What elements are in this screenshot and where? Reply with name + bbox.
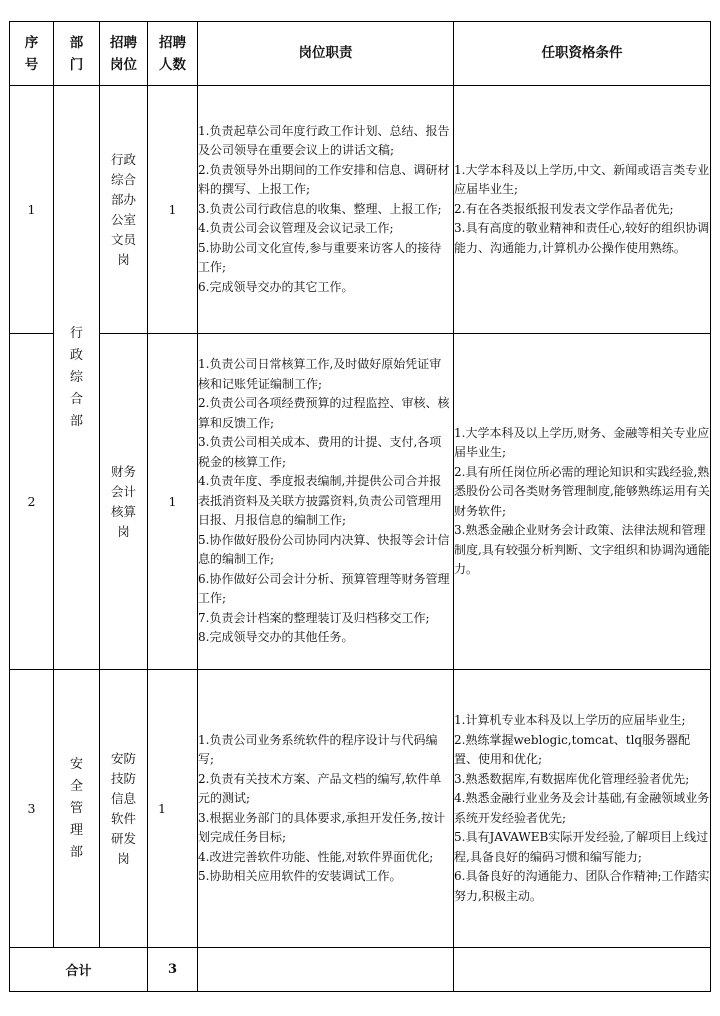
list-item: 6.具备良好的沟通能力、团队合作精神;工作踏实努力,积极主动。 [454, 869, 710, 903]
total-count: 3 [148, 948, 198, 992]
list-item: 3.根据业务部门的具体要求,承担开发任务,按计划完成任务目标; [198, 810, 446, 844]
row-qualifications [454, 334, 711, 670]
row-count: 1 [148, 86, 198, 334]
list-item: 8.完成领导交办的其他任务。 [198, 630, 354, 645]
list-item: 4.改进完善软件功能、性能,对软件界面优化; [198, 849, 434, 864]
row-position: 安防技防信息软件研发岗 [100, 670, 148, 948]
list-item: 2.具有所任岗位所必需的理论知识和实践经验,熟悉股份公司各类财务管理制度,能够熟练运用有关财务软件; [454, 464, 710, 518]
list-item: 1.负责起草公司年度行政工作计划、总结、报告及公司领导在重要会议上的讲话文稿; [198, 123, 450, 158]
list-item: 3.熟悉金融企业财务会计政策、法律法规和管理制度,具有较强分析判断、文字组织和协调沟通能力。 [454, 523, 710, 576]
list-item: 4.负责公司会议管理及会议记录工作; [198, 221, 394, 236]
row-qualifications [454, 86, 711, 334]
row-dept: 安全管理部 [54, 670, 100, 948]
list-item: 5.协助相关应用软件的安装调试工作。 [198, 869, 402, 883]
list-item: 5.具有JAVAWEB实际开发经验,了解项目上线过程,具备良好的编码习惯和编写能力; [454, 830, 709, 864]
table-row [10, 86, 711, 334]
total-qualifications-empty [454, 948, 711, 992]
list-item: 2.负责领导外出期间的工作安排和信息、调研材料的撰写、上报工作; [198, 162, 450, 197]
list-item: 1.大学本科及以上学历,中文、新闻或语言类专业应届毕业生; [454, 162, 710, 197]
list-item: 1.计算机专业本科及以上学历的应届毕业生; [454, 713, 686, 727]
total-label: 合计 [10, 948, 148, 992]
list-item: 1.负责公司日常核算工作,及时做好原始凭证审核和记账凭证编制工作; [198, 357, 442, 391]
list-item: 5.协作做好股份公司协同内决算、快报等会计信息的编制工作; [198, 532, 450, 567]
list-item: 2.负责有关技术方案、产品文档的编写,软件单元的测试; [198, 771, 442, 805]
row-position: 财务会计核算岗 [100, 334, 148, 670]
header-row [10, 22, 711, 86]
total-row [10, 948, 711, 992]
list-item: 2.负责公司各项经费预算的过程监控、审核、核算和反馈工作; [198, 396, 450, 430]
row-seq: 2 [10, 334, 54, 670]
row-count: 1 [148, 670, 198, 948]
row-duties [198, 670, 454, 948]
row-seq: 1 [10, 86, 54, 334]
list-item: 1.大学本科及以上学历,财务、金融等相关专业应届毕业生; [454, 425, 710, 459]
list-item: 3.负责公司行政信息的收集、整理、上报工作; [198, 201, 442, 216]
row-count: 1 [148, 334, 198, 670]
row-qualifications [454, 670, 711, 948]
row-duties [198, 334, 454, 670]
list-item: 2.熟练掌握weblogic,tomcat、tlq服务器配置、使用和优化; [454, 732, 691, 766]
header-count: 招聘人数 [148, 22, 198, 86]
table-row [10, 334, 711, 670]
row-seq: 3 [10, 670, 54, 948]
list-item: 4.熟悉金融行业业务及会计基础,有金融领域业务系统开发经验者优先; [454, 791, 710, 825]
list-item: 3.具有高度的敬业精神和责任心,较好的组织协调能力、沟通能力,计算机办公操作使用熟练。 [454, 221, 710, 255]
list-item: 6.完成领导交办的其它工作。 [198, 279, 354, 294]
total-duties-empty [198, 948, 454, 992]
row-duties [198, 86, 454, 334]
list-item: 3.负责公司相关成本、费用的计提、支付,各项税金的核算工作; [198, 435, 442, 469]
header-dept: 部门 [54, 22, 100, 86]
dept-cell-merged: 行政综合部 [54, 86, 100, 670]
list-item: 1.负责公司业务系统软件的程序设计与代码编写; [198, 732, 438, 766]
list-item: 2.有在各类报纸报刊发表文学作品者优先; [454, 201, 674, 216]
header-qualifications: 任职资格条件 [454, 22, 711, 86]
list-item: 7.负责会计档案的整理装订及归档移交工作; [198, 610, 430, 625]
header-position: 招聘岗位 [100, 22, 148, 86]
list-item: 5.协助公司文化宣传,参与重要来访客人的接待工作; [198, 240, 442, 275]
list-item: 6.协作做好公司会计分析、预算管理等财务管理工作; [198, 571, 450, 606]
table-row [10, 670, 711, 948]
header-seq: 序号 [10, 22, 54, 86]
list-item: 3.熟悉数据库,有数据库优化管理经验者优先; [454, 771, 690, 786]
header-duties: 岗位职责 [198, 22, 454, 86]
list-item: 4.负责年度、季度报表编制,并提供公司合并报表抵消资料及关联方披露资料,负责公司管理用日报、月报信息的编制工作; [198, 474, 442, 528]
row-position: 行政综合部办公室文员岗 [100, 86, 148, 334]
recruitment-table [9, 21, 711, 992]
